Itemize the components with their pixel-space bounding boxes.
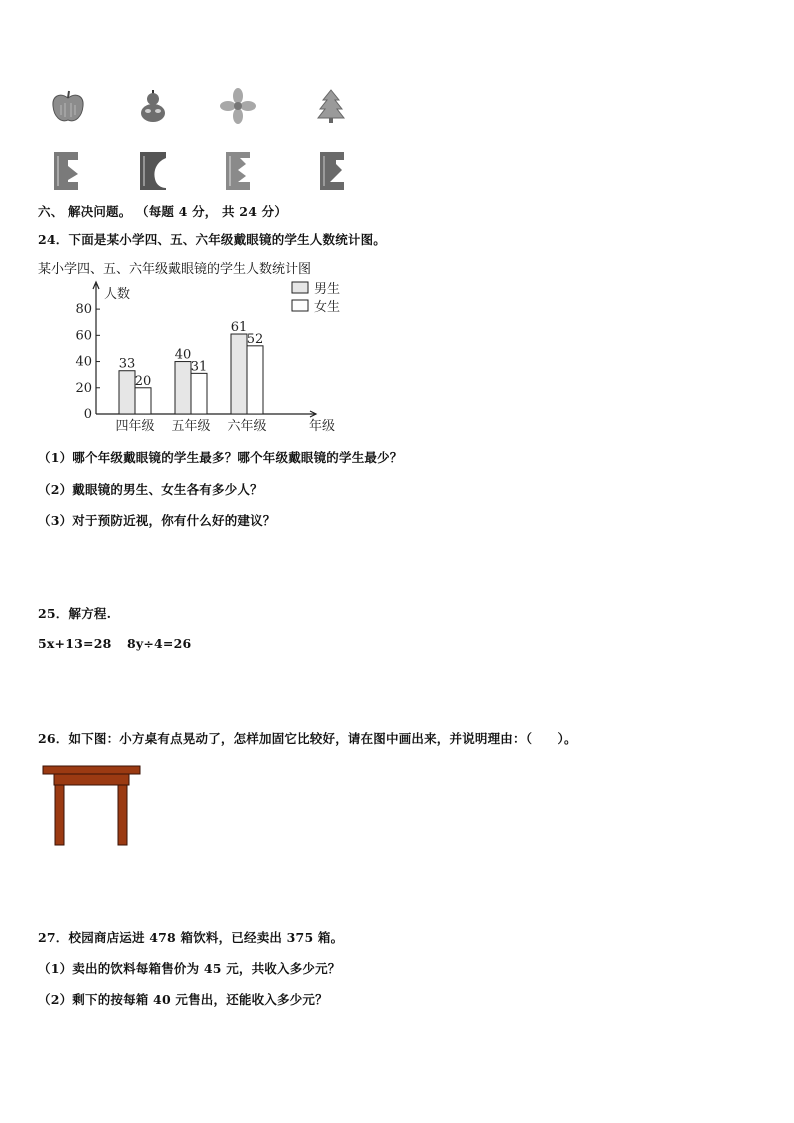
half-c-shape-icon xyxy=(138,150,168,192)
equation-1: 5x+13=28 xyxy=(38,636,112,651)
section-heading: 六、 解决问题。 （每题 4 分， 共 24 分） xyxy=(38,204,288,219)
chart-svg xyxy=(38,276,368,436)
apple-icon xyxy=(50,90,86,124)
half-e-zigzag-icon xyxy=(224,150,254,192)
question-24-stem: 24．下面是某小学四、五、六年级戴眼镜的学生人数统计图。 xyxy=(38,232,386,247)
gourd-icon xyxy=(137,88,169,124)
bar-girls xyxy=(247,346,263,414)
bar-boys xyxy=(231,334,247,414)
y-tick-label: 20 xyxy=(75,380,92,396)
question-24-sub3: （3）对于预防近视，你有什么好的建议？ xyxy=(38,513,276,528)
half-e-shape-icon xyxy=(318,150,348,192)
question-27-stem: 27．校园商店运进 478 箱饮料，已经卖出 375 箱。 xyxy=(38,930,344,945)
flower-icon xyxy=(220,88,256,124)
square-table-figure xyxy=(42,765,142,847)
chart-title: 某小学四、五、六年级戴眼镜的学生人数统计图 xyxy=(38,262,312,277)
bar-boys xyxy=(119,371,135,414)
question-27-sub2: （2）剩下的按每箱 40 元售出，还能收入多少元？ xyxy=(38,992,328,1007)
legend-swatch xyxy=(292,300,308,311)
half-e-shape-icon xyxy=(52,150,82,192)
x-tick-label: 六年级 xyxy=(227,419,267,434)
x-tick-label: 五年级 xyxy=(171,419,211,434)
y-tick-label: 40 xyxy=(75,354,92,370)
legend-swatch xyxy=(292,282,308,293)
data-label: 40 xyxy=(174,347,192,363)
legend-label: 男生 xyxy=(314,282,341,297)
bar-girls xyxy=(135,388,151,414)
question-25-stem: 25．解方程. xyxy=(38,606,112,621)
data-label: 61 xyxy=(230,320,248,336)
equation-2: 8y÷4=26 xyxy=(127,636,192,651)
data-label: 52 xyxy=(246,331,264,347)
bar-chart xyxy=(38,276,368,436)
legend-label: 女生 xyxy=(314,300,341,315)
x-axis-label: 年级 xyxy=(308,419,336,434)
question-24-sub2: （2）戴眼镜的男生、女生各有多少人？ xyxy=(38,482,263,497)
y-tick-label: 0 xyxy=(83,407,92,422)
bar-boys xyxy=(175,362,191,414)
data-label: 31 xyxy=(190,359,208,375)
question-24-sub1: （1）哪个年级戴眼镜的学生最多？哪个年级戴眼镜的学生最少？ xyxy=(38,450,403,465)
question-26-stem: 26．如下图：小方桌有点晃动了，怎样加固它比较好，请在图中画出来，并说明理由：（ ）。 xyxy=(38,731,577,746)
x-tick-label: 四年级 xyxy=(115,419,155,434)
tree-icon xyxy=(315,88,347,124)
y-tick-label: 60 xyxy=(75,328,92,344)
data-label: 33 xyxy=(118,356,136,372)
question-27-sub1: （1）卖出的饮料每箱售价为 45 元，共收入多少元？ xyxy=(38,961,341,976)
data-label: 20 xyxy=(134,373,152,389)
bar-girls xyxy=(191,373,207,414)
y-tick-label: 80 xyxy=(75,302,92,318)
y-axis-label: 人数 xyxy=(104,287,131,302)
